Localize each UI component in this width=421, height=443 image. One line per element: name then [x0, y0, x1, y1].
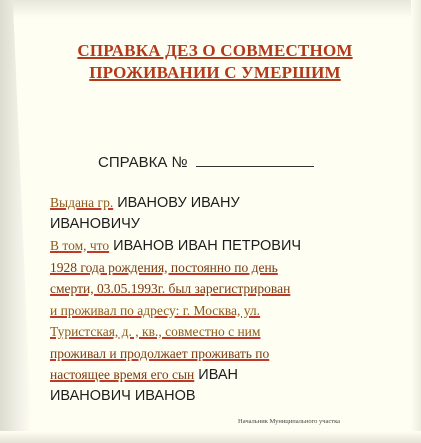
heading-line-1: СПРАВКА ДЕЗ О СОВМЕСТНОМ [77, 41, 353, 60]
handwritten-text: проживал и продолжает проживать по [50, 345, 270, 361]
body-line-2 [50, 214, 390, 236]
paper-edge-top [0, 0, 421, 18]
body-line-3 [50, 235, 390, 257]
handwritten-text: и проживал по адресу: г. Москва, ул. [50, 302, 261, 318]
handwritten-text: смерти, 03.05.1993г. был зарегистрирован [50, 281, 291, 296]
handwritten-text: В том, что [50, 238, 110, 253]
body-line-7 [50, 321, 390, 343]
handwritten-text: настоящее время его сын [50, 367, 195, 382]
certificate-number-blank [196, 152, 314, 167]
body-line-1 [50, 192, 390, 214]
body-line-9 [50, 364, 390, 386]
signature-caption: Начальник Муниципального участка [238, 418, 341, 425]
printed-text: ИВАНОВИЧУ [50, 215, 141, 232]
body-line-5 [50, 278, 390, 300]
certificate-number-label: СПРАВКА № [98, 154, 188, 171]
paper-edge-left [0, 0, 32, 443]
document-heading [50, 40, 380, 84]
body-line-4 [50, 257, 390, 279]
body-line-8 [50, 343, 390, 365]
handwritten-text: Выдана гр. [50, 195, 114, 210]
certificate-number-line [98, 152, 314, 171]
certificate-body [50, 192, 390, 407]
printed-text: ИВАН [194, 367, 239, 383]
handwritten-text: Туристская, д. , кв., совместно с ним [50, 324, 261, 339]
printed-text: ИВАНОВ ИВАН ПЕТРОВИЧ [109, 238, 302, 254]
body-line-6 [50, 300, 390, 322]
printed-text: ИВАНОВИЧ ИВАНОВ [50, 387, 196, 404]
body-line-10 [50, 386, 390, 408]
paper-edge-bottom [0, 431, 421, 443]
paper-edge-right [411, 0, 421, 443]
heading-line-2: ПРОЖИВАНИИ С УМЕРШИМ [89, 63, 341, 82]
handwritten-text: 1928 года рождения, постоянно по день [50, 259, 278, 275]
printed-text: ИВАНОВУ ИВАНУ [113, 195, 240, 211]
